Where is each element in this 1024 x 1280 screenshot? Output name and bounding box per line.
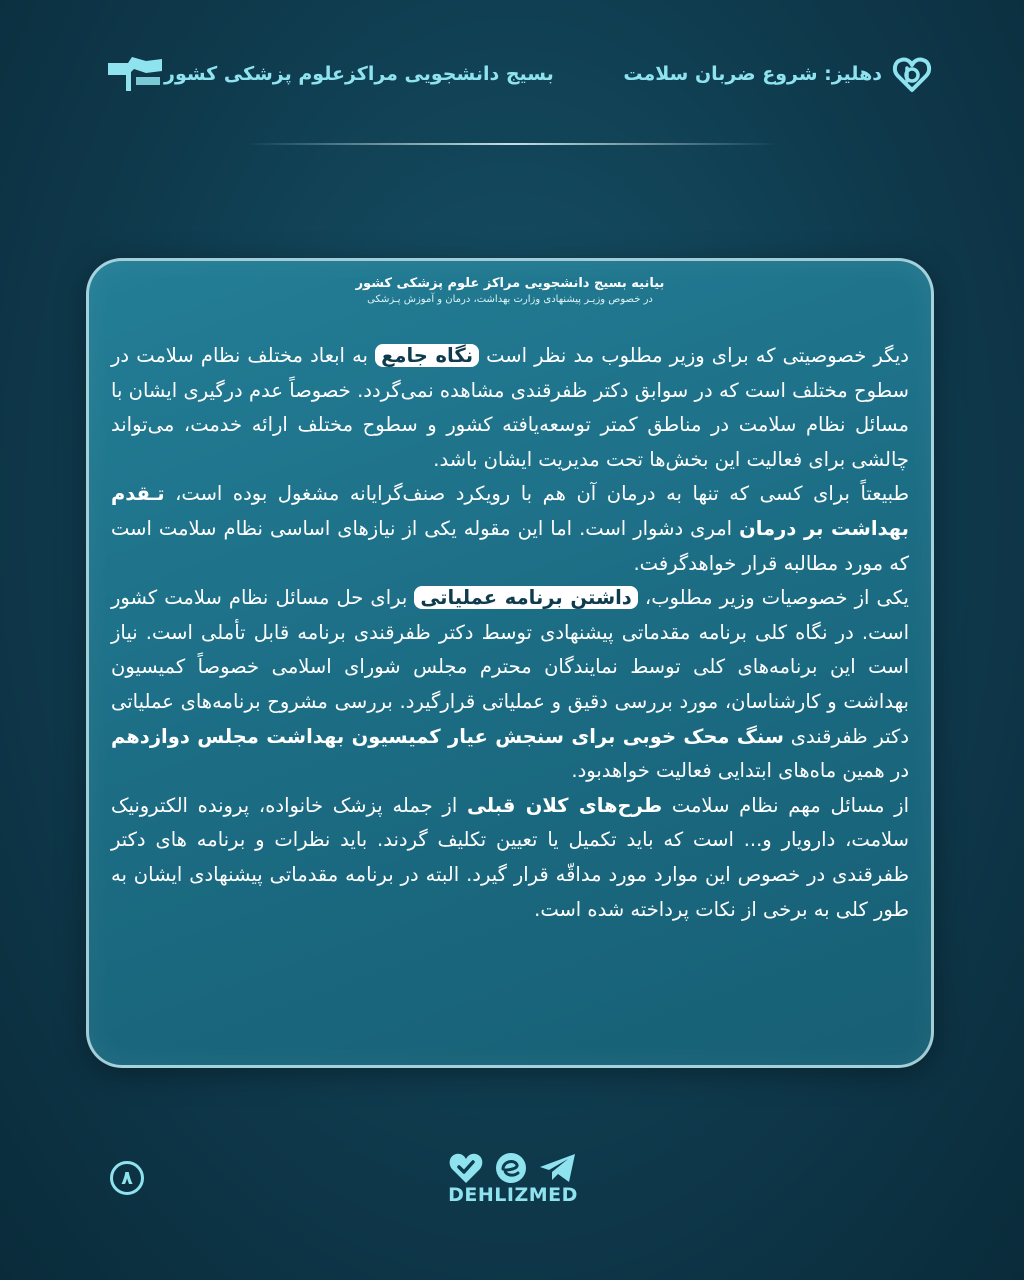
statement-card bbox=[86, 258, 934, 1068]
bold-health-priority: تـقدم بهداشت بر درمان bbox=[111, 482, 909, 540]
telegram-icon[interactable] bbox=[538, 1151, 578, 1185]
text-run: طبیعتاً برای کسی که تنها به درمان آن هم با رویکرد صنف‌گرایانه مشغول بوده است، bbox=[164, 482, 909, 506]
bale-icon[interactable] bbox=[448, 1151, 484, 1185]
paragraph-operational-plan bbox=[111, 581, 909, 789]
bold-previous-plans: طرح‌های کلان قبلی bbox=[466, 793, 663, 817]
card-title: بیانیه بسیج دانشجویی مراکز علوم پزشکی کشور bbox=[355, 276, 665, 291]
paragraph-health-priority bbox=[111, 477, 909, 581]
text-run: یکی از خصوصیات وزیر مطلوب، bbox=[637, 586, 909, 610]
highlight-operational-plan: داشتن برنامه عملیاتی bbox=[414, 586, 637, 609]
heart-logo-icon bbox=[892, 54, 932, 94]
text-run: در همین ماه‌های ابتدایی فعالیت خواهدبود. bbox=[571, 759, 909, 783]
text-run: برای حل مسائل نظام سلامت کشور است. در نگاه کلی برنامه مقدماتی پیشنهادی توسط دکتر ظفرقندی برنامه قابل تأملی است. نیاز است این برنامه‌های کلی توسط نمایندگان محترم مجلس شورای اسلامی خصوصاً کمیسیون بهداشت و کارشناسان، مورد بررسی دقیق و عملیاتی قرارگیرد. بررسی مشروح برنامه‌های عملیاتی دکتر ظفرقندی bbox=[111, 586, 910, 748]
page-number: ۸ bbox=[110, 1161, 144, 1195]
paragraph-previous-plans bbox=[111, 789, 909, 927]
header-organization-text: بسیج دانشجویی مراکزعلوم پزشکی کشور bbox=[164, 63, 554, 85]
social-icons bbox=[448, 1150, 578, 1186]
header-brand-dehliz bbox=[623, 48, 932, 100]
bold-touchstone: سنگ محک خوبی برای سنجش عیار کمیسیون بهداشت مجلس دوازدهم bbox=[111, 724, 784, 748]
eitaa-icon[interactable] bbox=[493, 1151, 529, 1185]
text-run: امری دشوار است. اما این مقوله یکی از نیازهای اساسی نظام سلامت است که مورد مطالبه قرار خواهدگرفت. bbox=[111, 516, 909, 575]
text-run: به ابعاد مختلف نظام سلامت در سطوح مختلف است که در سوابق دکتر ظفرقندی مشاهده نمی‌گردد. خصوصاً عدم درگیری ایشان با مسائل نظام سلامت در مناطق کمتر توسعه‌یافته کشور و سطوح مختلف ارائه خدمت، می‌تواند چالشی برای فعالیت این بخش‌ها تحت مدیریت ایشان باشد. bbox=[111, 344, 909, 471]
footer-brand: DEHLIZMED bbox=[448, 1184, 578, 1206]
highlight-comprehensive-view: نگاه جامع bbox=[375, 344, 479, 367]
statement-body bbox=[111, 339, 909, 927]
text-run: از مسائل مهم نظام سلامت bbox=[662, 793, 909, 817]
card-header bbox=[89, 275, 931, 307]
header-brand-text: دهلیز: شروع ضربان سلامت bbox=[623, 63, 882, 85]
card-subtitle: در خصوص وزیـر پیشنهادی وزارت بهداشت، درمان و آموزش پـزشکی bbox=[367, 294, 653, 305]
header-brand-basij bbox=[94, 48, 554, 100]
header-divider bbox=[246, 143, 778, 145]
text-run: دیگر خصوصیتی که برای وزیر مطلوب مد نظر است bbox=[479, 344, 909, 367]
text-run: از جمله پزشک خانواده، پرونده الکترونیک سلامت، دارویار و... است که باید تکمیل یا تعیین تکلیف گردند. باید نظرات و برنامه های دکتر ظفرقندی در خصوص این موارد مورد مداقّه قرار گیرد. البته در برنامه مقدماتی پیشنهادی ایشان به طور کلی به برخی از نکات پرداخته شده است. bbox=[111, 793, 909, 921]
flag-logo-icon bbox=[106, 55, 164, 93]
paragraph-comprehensive-view bbox=[111, 339, 909, 477]
